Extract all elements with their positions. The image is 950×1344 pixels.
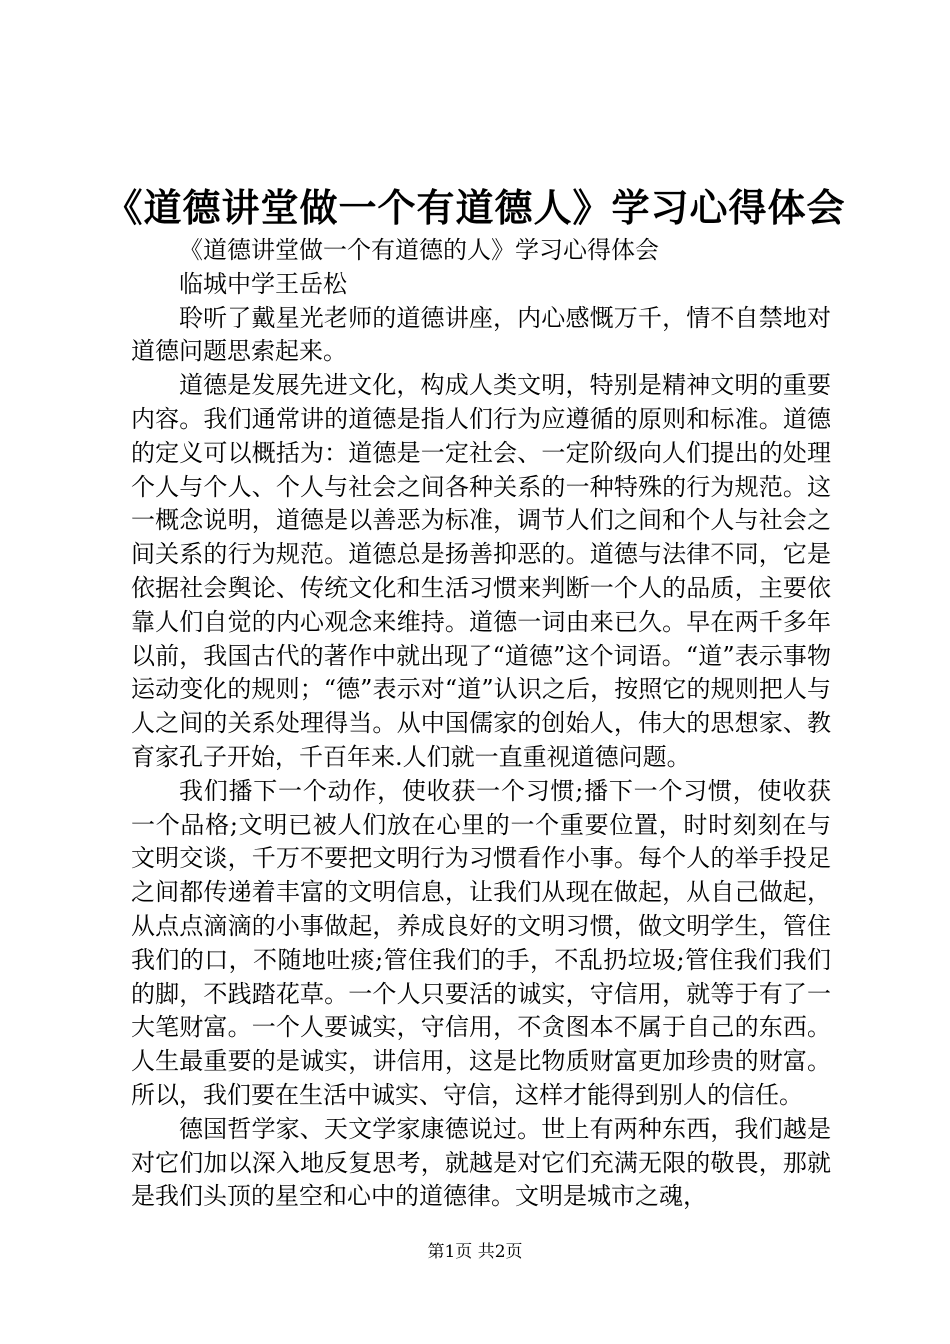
paragraph: 我们播下一个动作，使收获一个习惯;播下一个习惯，使收获一个品格;文明已被人们放在心里的一个重要位置，时时刻刻在与文明交谈，千万不要把文明行为习惯看作小事。每个人的举手投足之间都传递着丰富的文明信息，让我们从现在做起，从自己做起，从点点滴滴的小事做起，养成良好的文明习惯，做文明学生，管住我们的口，不随地吐痰;管住我们的手，不乱扔垃圾;管住我们我们的脚，不践踏花草。一个人只要活的诚实，守信用，就等于有了一大笔财富。一个人要诚实，守信用，不贪图本不属于自己的东西。人生最重要的是诚实，讲信用，这是比物质财富更加珍贵的财富。所以，我们要在生活中诚实、守信，这样才能得到别人的信任。 [131, 776, 831, 1109]
paragraph: 道德是发展先进文化，构成人类文明，特别是精神文明的重要内容。我们通常讲的道德是指人们行为应遵循的原则和标准。道德的定义可以概括为：道德是一定社会、一定阶级向人们提出的处理个人与个人、个人与社会之间各种关系的一种特殊的行为规范。这一概念说明，道德是以善恶为标准，调节人们之间和个人与社会之间关系的行为规范。道德总是扬善抑恶的。道德与法律不同，它是依据社会舆论、传统文化和生活习惯来判断一个人的品质，主要依靠人们自觉的内心观念来维持。道德一词由来已久。早在两千多年以前，我国古代的著作中就出现了“道德”这个词语。“道”表示事物运动变化的规则；“德”表示对“道”认识之后，按照它的规则把人与人之间的关系处理得当。从中国儒家的创始人，伟大的思想家、教育家孔子开始，千百年来.人们就一直重视道德问题。 [131, 371, 831, 771]
paragraph: 聆听了戴星光老师的道德讲座，内心感慨万千，情不自禁地对道德问题思索起来。 [131, 303, 831, 366]
author-line: 临城中学王岳松 [179, 269, 347, 298]
subtitle-line: 《道德讲堂做一个有道德的人》学习心得体会 [179, 236, 659, 264]
document-title: 《道德讲堂做一个有道德人》学习心得体会 [104, 185, 846, 230]
page-number-footer: 第1页 共2页 [427, 1242, 523, 1262]
paragraph: 德国哲学家、天文学家康德说过。世上有两种东西，我们越是对它们加以深入地反复思考，就越是对它们充满无限的敬畏，那就是我们头顶的星空和心中的道德律。文明是城市之魂， [131, 1114, 831, 1211]
document-body [131, 234, 831, 1214]
